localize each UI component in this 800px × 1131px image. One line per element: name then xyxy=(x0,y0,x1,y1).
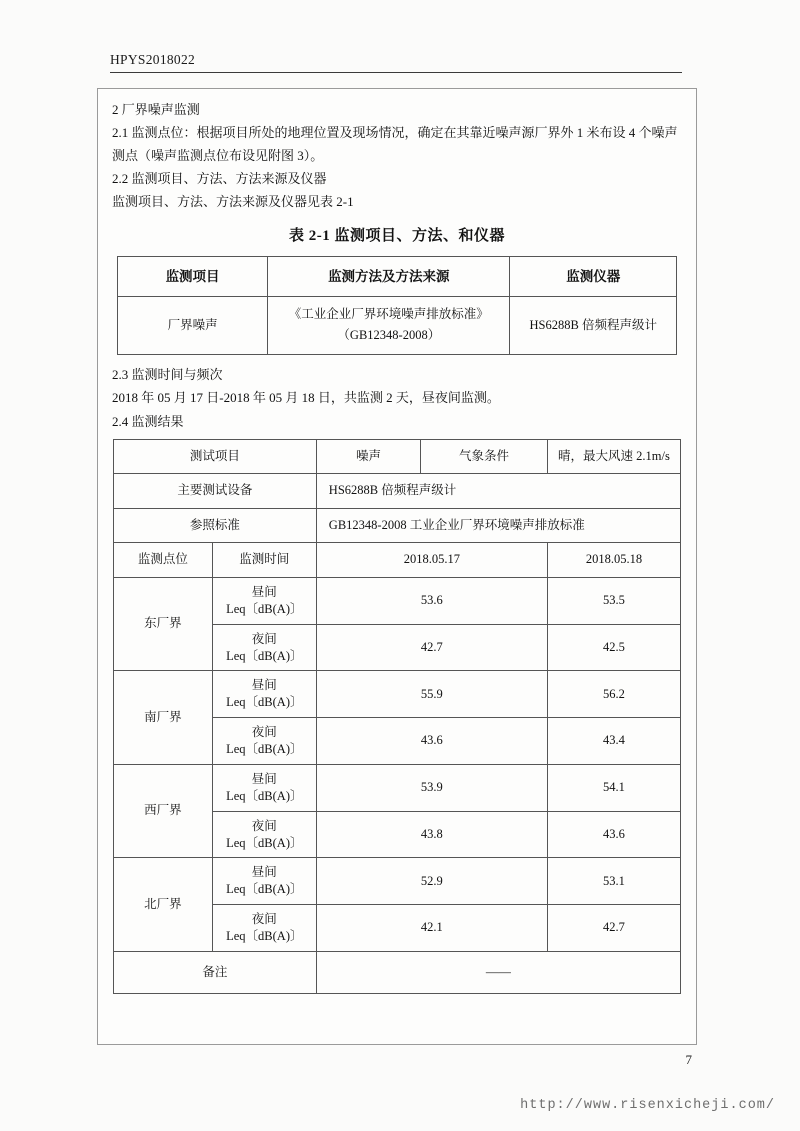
point-name: 北厂界 xyxy=(114,858,213,952)
value-night-date1: 43.6 xyxy=(316,718,547,765)
page-number: 7 xyxy=(685,1052,692,1067)
table-row xyxy=(118,296,677,354)
period-day xyxy=(212,858,316,905)
value-night-date2: 42.5 xyxy=(547,624,680,671)
period-day xyxy=(212,764,316,811)
table-monitoring-methods xyxy=(117,256,677,355)
period-label: 夜间 xyxy=(251,725,277,740)
period-label: 夜间 xyxy=(251,818,277,833)
period-label: 夜间 xyxy=(251,912,277,927)
paragraph-monitoring-points: 2.1 监测点位：根据项目所处的地理位置及现场情况，确定在其靠近噪声源厂界外 1 米布设 4 个噪声测点（噪声监测点位布设见附图 3）。 xyxy=(112,125,678,163)
value-standard: GB12348-2008 工业企业厂界环境噪声排放标准 xyxy=(316,508,680,543)
header-time: 监测时间 xyxy=(212,543,316,578)
value-day-date2: 53.5 xyxy=(547,577,680,624)
value-day-date1: 53.9 xyxy=(316,764,547,811)
value-day-date1: 52.9 xyxy=(316,858,547,905)
point-name: 西厂界 xyxy=(114,764,213,858)
period-day xyxy=(212,671,316,718)
table-monitoring-results xyxy=(113,439,681,995)
point-name: 南厂界 xyxy=(114,671,213,765)
table-row xyxy=(114,508,681,543)
period-label: 夜间 xyxy=(251,631,277,646)
table1-cell-item: 厂界噪声 xyxy=(118,296,268,354)
paragraph-time-detail: 2018 年 05 月 17 日-2018 年 05 月 18 日，共监测 2 天，昼夜间监测。 xyxy=(112,390,500,406)
paragraph-methods-ref: 监测项目、方法、方法来源及仪器见表 2-1 xyxy=(112,194,354,210)
value-remark: —— xyxy=(316,951,680,994)
period-unit: Leq〔dB(A)〕 xyxy=(226,835,303,850)
value-day-date2: 56.2 xyxy=(547,671,680,718)
period-label: 昼间 xyxy=(251,678,277,693)
value-day-date2: 53.1 xyxy=(547,858,680,905)
label-weather: 气象条件 xyxy=(421,439,548,474)
period-night xyxy=(212,718,316,765)
label-remark: 备注 xyxy=(114,951,317,994)
value-night-date1: 43.8 xyxy=(316,811,547,858)
section-heading: 2 厂界噪声监测 xyxy=(112,102,200,117)
table1-cell-method xyxy=(268,296,510,354)
header-date-2: 2018.05.18 xyxy=(547,543,680,578)
table-row xyxy=(114,951,681,994)
period-unit: Leq〔dB(A)〕 xyxy=(226,601,303,616)
period-unit: Leq〔dB(A)〕 xyxy=(226,742,303,757)
table-row xyxy=(114,439,681,474)
period-unit: Leq〔dB(A)〕 xyxy=(226,788,303,803)
method-standard-code: （GB12348-2008） xyxy=(337,328,441,343)
content-frame xyxy=(97,88,697,1045)
table-row xyxy=(114,671,681,718)
value-night-date1: 42.7 xyxy=(316,624,547,671)
paragraph-time-heading: 2.3 监测时间与频次 xyxy=(112,366,223,382)
value-weather: 晴，最大风速 2.1m/s xyxy=(547,439,680,474)
label-standard: 参照标准 xyxy=(114,508,317,543)
period-day xyxy=(212,577,316,624)
period-night xyxy=(212,905,316,952)
period-night xyxy=(212,624,316,671)
table-row xyxy=(114,577,681,624)
period-unit: Leq〔dB(A)〕 xyxy=(226,695,303,710)
point-name: 东厂界 xyxy=(114,577,213,671)
document-id: HPYS2018022 xyxy=(110,52,196,67)
value-equipment: HS6288B 倍频程声级计 xyxy=(316,474,680,509)
value-day-date1: 55.9 xyxy=(316,671,547,718)
period-unit: Leq〔dB(A)〕 xyxy=(226,648,303,663)
table-row xyxy=(114,764,681,811)
period-label: 昼间 xyxy=(251,865,277,880)
period-unit: Leq〔dB(A)〕 xyxy=(226,882,303,897)
value-night-date2: 42.7 xyxy=(547,905,680,952)
value-night-date2: 43.6 xyxy=(547,811,680,858)
header-point: 监测点位 xyxy=(114,543,213,578)
value-day-date1: 53.6 xyxy=(316,577,547,624)
table-header-row xyxy=(114,543,681,578)
paragraph-results-heading: 2.4 监测结果 xyxy=(112,413,184,429)
header-date-1: 2018.05.17 xyxy=(316,543,547,578)
period-label: 昼间 xyxy=(251,584,277,599)
table-header-row xyxy=(118,256,677,296)
value-night-date1: 42.1 xyxy=(316,905,547,952)
paragraph-methods-heading: 2.2 监测项目、方法、方法来源及仪器 xyxy=(112,171,327,187)
period-unit: Leq〔dB(A)〕 xyxy=(226,929,303,944)
method-standard-name: 《工业企业厂界环境噪声排放标准》 xyxy=(288,306,489,321)
value-day-date2: 54.1 xyxy=(547,764,680,811)
table1-header-method: 监测方法及方法来源 xyxy=(268,256,510,296)
table-row xyxy=(114,858,681,905)
table1-cell-instrument: HS6288B 倍频程声级计 xyxy=(510,296,677,354)
table1-title: 表 2-1 监测项目、方法、和仪器 xyxy=(289,227,505,244)
header-divider xyxy=(110,72,682,73)
period-night xyxy=(212,811,316,858)
value-test-item: 噪声 xyxy=(316,439,420,474)
watermark-url: http://www.risenxicheji.com/ xyxy=(520,1098,775,1113)
value-night-date2: 43.4 xyxy=(547,718,680,765)
table-row xyxy=(114,474,681,509)
label-equipment: 主要测试设备 xyxy=(114,474,317,509)
period-label: 昼间 xyxy=(251,771,277,786)
table1-header-instrument: 监测仪器 xyxy=(510,256,677,296)
label-test-item: 测试项目 xyxy=(114,439,317,474)
table1-header-item: 监测项目 xyxy=(118,256,268,296)
